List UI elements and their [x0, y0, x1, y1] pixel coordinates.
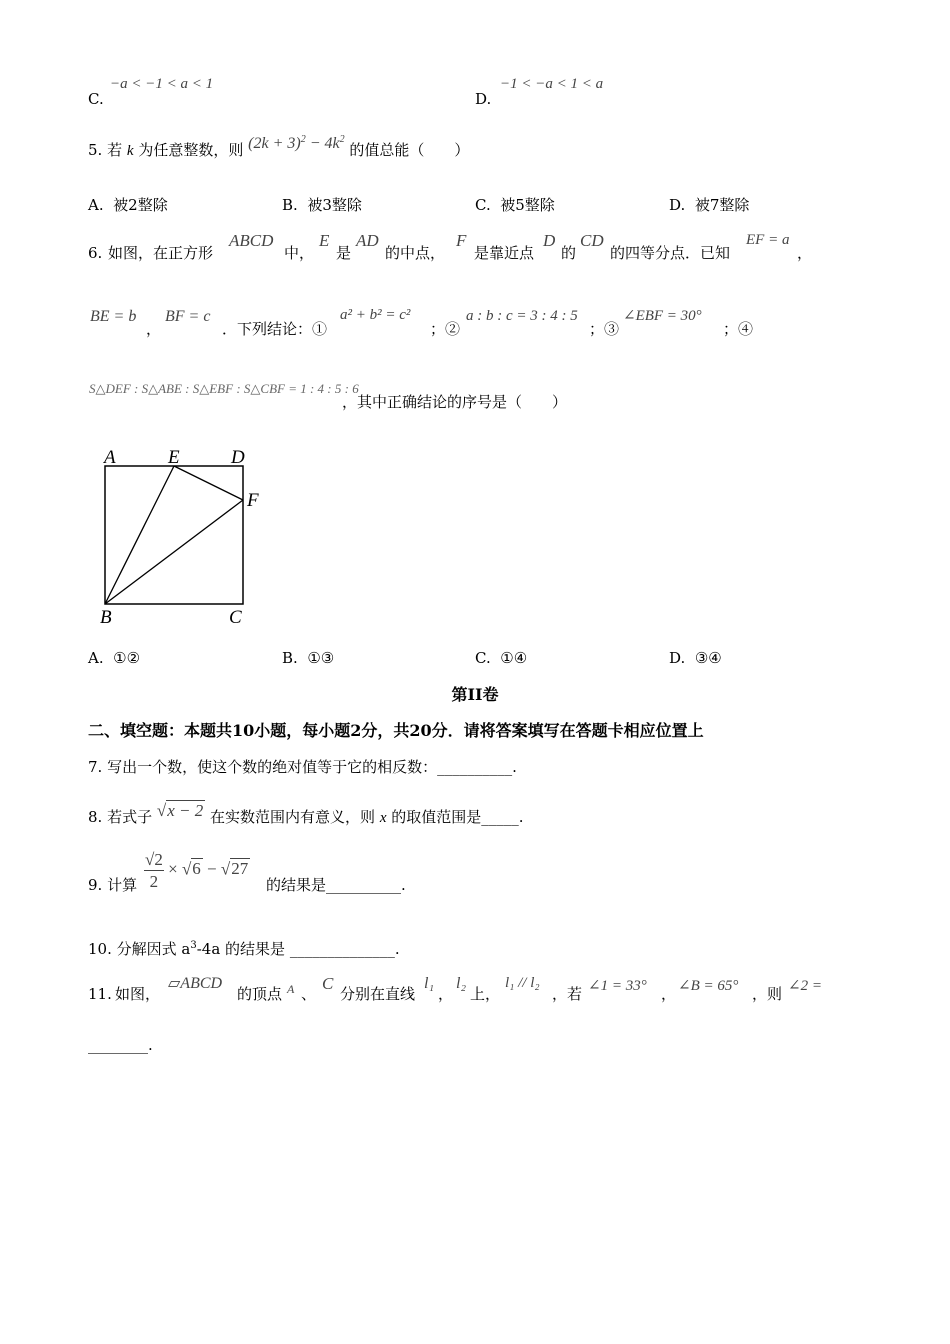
option-text: 被5整除	[500, 196, 555, 214]
q8-number: 8.	[88, 808, 103, 826]
option-label: A.	[88, 196, 104, 214]
q6-text-3: 是	[336, 244, 352, 262]
q6-ad: AD	[356, 231, 379, 250]
q11-text-5: ，若	[552, 985, 583, 1003]
label-e: E	[168, 447, 180, 468]
q5-text-c: 的值总能（ ）	[349, 141, 470, 159]
option-text: 被3整除	[307, 196, 362, 214]
q5-text-b: 为任意整数，则	[138, 141, 244, 159]
q9-text-2: 的结果是__________.	[266, 876, 406, 894]
q9-minus: −	[207, 859, 217, 879]
q10-number: 10.	[88, 940, 112, 958]
q11-l2: l₂	[456, 975, 467, 992]
q11-vertex-a: A	[287, 982, 295, 996]
option-text: ①④	[500, 649, 528, 667]
q6-text-7: 的四等分点．已知	[610, 244, 731, 262]
q6-e: E	[319, 231, 330, 250]
option-text: ③④	[694, 649, 722, 667]
sqrt-sign-icon: √	[220, 859, 231, 879]
label-d: D	[231, 447, 245, 468]
question-7	[88, 760, 517, 775]
q5-option-b	[282, 198, 362, 213]
q6-text-2: 中，	[284, 244, 315, 262]
q11-angle-2: ∠2 =	[788, 978, 822, 994]
q6-comma: ，	[797, 244, 813, 262]
sqrt-sign-icon: √	[156, 801, 167, 820]
q4-option-c-expr: −a < −1 < a < 1	[110, 76, 214, 92]
q9-fraction	[144, 851, 164, 890]
q6-text-6: 的	[561, 244, 577, 262]
option-label: C.	[475, 649, 491, 667]
q9-expression	[144, 851, 250, 890]
q8-radicand: x − 2	[167, 801, 204, 820]
section-heading: 二、填空题：本题共10小题，每小题2分，共20分．请将答案填写在答题卡相应位置上	[88, 721, 704, 740]
q6-cd: CD	[580, 231, 604, 250]
question-5-stem	[88, 134, 470, 159]
option-text: ①②	[113, 649, 141, 667]
q6-text-1: 如图，在正方形	[108, 244, 214, 262]
segment-bf	[105, 500, 243, 604]
label-b: B	[100, 607, 112, 628]
q6-f: F	[456, 231, 467, 250]
q11-l1: l₁	[424, 975, 435, 992]
q10-blank: ______________.	[289, 940, 400, 958]
option-label: C.	[475, 196, 491, 214]
q5-expr-mid: − 4k	[305, 135, 340, 152]
q10-sup: 3	[190, 940, 197, 951]
q6-comma-2: ，	[146, 320, 162, 338]
question-9	[88, 878, 137, 893]
q11-angle-1: ∠1 = 33°	[588, 978, 647, 994]
q11-sep: 、	[301, 985, 317, 1003]
option-label: B.	[282, 649, 298, 667]
segment-be	[105, 466, 174, 604]
q11-text-6: ，	[661, 985, 677, 1003]
option-label: D.	[669, 649, 686, 667]
q11-number: 11.	[88, 985, 112, 1003]
q9-denominator: 2	[149, 872, 159, 891]
q11-text-7: ，则	[752, 985, 783, 1003]
q6-text-10: ；③	[589, 320, 620, 338]
q6-text-5: 是靠近点	[474, 244, 535, 262]
q6-ef-eq: EF = a	[746, 232, 790, 248]
q6-option-b	[282, 651, 334, 666]
q6-option-c	[475, 651, 527, 666]
q9-numerator: √2	[145, 850, 163, 869]
option-text: ①③	[307, 649, 335, 667]
q5-option-c	[475, 198, 555, 213]
q9-radicand-1: 6	[192, 859, 201, 879]
q11-vertex-c: C	[322, 974, 334, 993]
q9-number: 9.	[88, 876, 103, 894]
q5-text-a: 若	[107, 141, 123, 159]
q6-conclusion-1: a² + b² = c²	[340, 307, 411, 323]
q11-text-1: 如图，	[115, 985, 161, 1003]
label-f: F	[247, 490, 259, 511]
q6-text-11: ；④	[723, 320, 754, 338]
q11-comma: ，	[438, 985, 454, 1003]
q6-d: D	[543, 231, 556, 250]
q8-text-3: 的取值范围是_____.	[391, 808, 524, 826]
q5-option-a	[88, 198, 168, 213]
option-label: D.	[669, 196, 686, 214]
option-text: 被2整除	[113, 196, 168, 214]
q9-radicand-2: 27	[231, 859, 249, 879]
q7-text: 写出一个数，使这个数的绝对值等于它的相反数：__________.	[107, 758, 517, 776]
q9-times: ×	[168, 859, 178, 879]
label-c: C	[229, 607, 242, 628]
q8-var-x: x	[379, 810, 387, 826]
q8-text-1: 若式子	[107, 808, 153, 826]
q6-be-eq: BE = b	[90, 308, 137, 325]
square-outline	[105, 466, 243, 604]
option-label: A.	[88, 649, 104, 667]
q7-number: 7.	[88, 758, 103, 776]
q4-option-c-label: C.	[88, 90, 104, 108]
volume-title: 第II卷	[451, 685, 499, 704]
q6-conclusion-4: S△DEF : S△ABE : S△EBF : S△CBF = 1 : 4 : 5 : 6	[89, 381, 359, 396]
q6-text-4: 的中点，	[385, 244, 446, 262]
q5-option-d	[669, 198, 749, 213]
q6-conclusion-2: a : b : c = 3 : 4 : 5	[466, 308, 578, 324]
q8-text-2: 在实数范围内有意义，则	[210, 808, 376, 826]
question-10	[88, 941, 400, 957]
q11-text-4: 上，	[470, 985, 501, 1003]
q11-angle-b: ∠B = 65°	[678, 978, 739, 994]
q4-option-d-label: D.	[475, 90, 492, 108]
q11-text-3: 分别在直线	[340, 985, 416, 1003]
label-a: A	[104, 447, 116, 468]
option-label: B.	[282, 196, 298, 214]
segment-ef	[174, 466, 243, 500]
q11-parallel: l₁ // l₂	[505, 975, 540, 991]
q5-expression	[248, 135, 344, 152]
q5-var-k: k	[126, 143, 134, 159]
q10-text-2: -4a 的结果是	[196, 940, 286, 958]
q11-parallelogram: ▱ABCD	[168, 975, 223, 992]
q6-text-9: ；②	[430, 320, 461, 338]
q6-option-a	[88, 651, 140, 666]
q10-text-1: 分解因式 a	[116, 940, 191, 958]
option-text: 被7整除	[694, 196, 750, 214]
q6-bf-eq: BF = c	[165, 308, 211, 325]
q6-option-d	[669, 651, 722, 666]
sqrt-sign-icon: √	[181, 859, 192, 879]
q5-expr-exp2: 2	[339, 134, 345, 145]
q11-text-2: 的顶点	[237, 985, 283, 1003]
q5-expr-exp: 2	[300, 134, 306, 145]
q4-option-d-expr: −1 < −a < 1 < a	[500, 76, 604, 92]
q6-conclusion-3: ∠EBF = 30°	[623, 308, 702, 324]
q5-expr-base: (2k + 3)	[248, 135, 301, 152]
q6-text-12: ，其中正确结论的序号是（ ）	[342, 393, 568, 411]
question-8	[88, 801, 524, 826]
q6-number: 6.	[88, 244, 103, 262]
q11-blank: ________.	[88, 1036, 153, 1054]
q9-text-1: 计算	[107, 876, 138, 894]
q6-abcd: ABCD	[229, 231, 274, 250]
square-abcd-figure	[90, 440, 280, 630]
q5-number: 5.	[88, 141, 103, 159]
q8-radical	[157, 801, 205, 820]
q6-text-8: ．下列结论：①	[222, 320, 328, 338]
